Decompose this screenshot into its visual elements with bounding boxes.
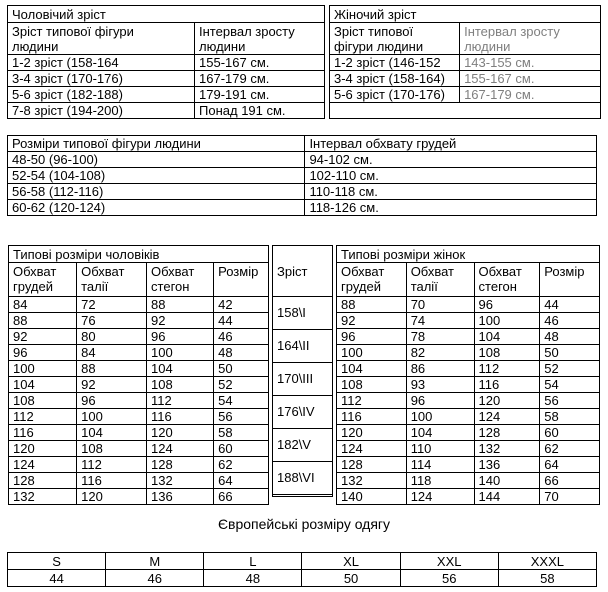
table-cell: 182\V <box>273 428 333 461</box>
table-cell: 70 <box>406 297 474 313</box>
table-cell: 93 <box>406 377 474 393</box>
table-header-row <box>8 553 597 570</box>
table-cell: 78 <box>406 329 474 345</box>
table-cell: 62 <box>214 457 269 473</box>
table-cell: 48 <box>540 329 600 345</box>
table-cell: 56-58 (112-116) <box>8 184 305 200</box>
table-cell: 167-179 см. <box>195 71 325 87</box>
table-header-row <box>273 246 333 297</box>
table-cell: 100 <box>147 345 214 361</box>
table-cell: 167-179 см. <box>460 87 601 103</box>
table-cell: 44 <box>8 570 106 587</box>
table-cell: 108 <box>337 377 407 393</box>
table-cell: 128 <box>474 425 540 441</box>
table-cell: 80 <box>77 329 147 345</box>
table-row <box>337 425 600 441</box>
table-row <box>337 473 600 489</box>
womens-sizes-table <box>336 245 600 505</box>
table-cell: 116 <box>147 409 214 425</box>
header-line: Інтервал зросту <box>464 23 560 39</box>
table-title-row <box>337 246 600 263</box>
table-cell: 108 <box>474 345 540 361</box>
table-cell: 66 <box>540 473 600 489</box>
table-cell: 58 <box>214 425 269 441</box>
table-cell: Понад 191 см. <box>195 103 325 119</box>
header-line: людини <box>464 38 511 54</box>
table-row <box>337 377 600 393</box>
table-cell: 128 <box>147 457 214 473</box>
column-header: L <box>204 553 302 570</box>
table-cell: 108 <box>77 441 147 457</box>
mens-sizes-table <box>8 245 269 505</box>
table-cell: 140 <box>474 473 540 489</box>
table-row <box>330 71 601 87</box>
column-header-height-interval <box>195 23 325 55</box>
womens-height-table <box>329 5 601 119</box>
table-cell: 155-167 см. <box>460 71 601 87</box>
table-cell: 46 <box>540 313 600 329</box>
table-cell: 88 <box>147 297 214 313</box>
table-row <box>337 361 600 377</box>
table-cell: 92 <box>9 329 77 345</box>
table-cell: 64 <box>214 473 269 489</box>
column-header-figure-height <box>8 23 195 55</box>
table-cell: 176\IV <box>273 395 333 428</box>
table-row <box>337 329 600 345</box>
table-cell: 3-4 зріст (170-176) <box>8 71 195 87</box>
table-cell: 50 <box>540 345 600 361</box>
table-cell: 1-2 зріст (158-164 <box>8 55 195 71</box>
table-cell: 112 <box>77 457 147 473</box>
table-row <box>273 428 333 461</box>
table-cell: 96 <box>406 393 474 409</box>
table-cell: 66 <box>214 489 269 505</box>
table-cell: 96 <box>9 345 77 361</box>
table-row <box>9 329 269 345</box>
table-cell: 104 <box>337 361 407 377</box>
table-cell: 179-191 см. <box>195 87 325 103</box>
table-row <box>8 184 597 200</box>
column-header-typical-sizes: Розміри типової фігури людини <box>8 136 305 152</box>
table-row <box>337 393 600 409</box>
table-cell: 116 <box>337 409 407 425</box>
table-row <box>273 362 333 395</box>
table-header-row <box>8 23 325 55</box>
table-title-row <box>8 6 325 23</box>
table-header-row <box>330 23 601 55</box>
table-cell: 170\III <box>273 362 333 395</box>
table-cell: 132 <box>337 473 407 489</box>
table-cell: 60-62 (120-124) <box>8 200 305 216</box>
mens-height-title: Чоловічий зріст <box>8 6 325 23</box>
table-cell: 56 <box>400 570 498 587</box>
table-cell: 76 <box>77 313 147 329</box>
size-chest-table <box>7 135 597 216</box>
table-cell: 88 <box>337 297 407 313</box>
table-row <box>9 425 269 441</box>
table-cell: 120 <box>9 441 77 457</box>
table-cell: 50 <box>302 570 400 587</box>
table-cell: 52 <box>540 361 600 377</box>
table-cell: 144 <box>474 489 540 505</box>
table-header-row <box>8 136 597 152</box>
table-cell: 96 <box>147 329 214 345</box>
table-row <box>8 71 325 87</box>
table-cell: 116 <box>474 377 540 393</box>
table-cell: 100 <box>337 345 407 361</box>
table-cell: 42 <box>214 297 269 313</box>
column-header: Розмір <box>214 263 269 297</box>
table-cell: 58 <box>540 409 600 425</box>
table-row <box>8 55 325 71</box>
table-cell: 96 <box>337 329 407 345</box>
column-header: XL <box>302 553 400 570</box>
table-cell: 116 <box>77 473 147 489</box>
table-cell: 86 <box>406 361 474 377</box>
table-cell: 110-118 см. <box>305 184 597 200</box>
table-cell: 74 <box>406 313 474 329</box>
table-cell: 60 <box>214 441 269 457</box>
table-row <box>8 152 597 168</box>
table-cell: 116 <box>9 425 77 441</box>
table-cell: 64 <box>540 457 600 473</box>
table-cell: 104 <box>474 329 540 345</box>
table-cell: 140 <box>337 489 407 505</box>
womens-sizes-title: Типові розміри жінок <box>337 246 600 263</box>
table-row <box>273 395 333 428</box>
table-cell: 48-50 (96-100) <box>8 152 305 168</box>
table-cell: 136 <box>147 489 214 505</box>
table-cell: 100 <box>474 313 540 329</box>
table-cell: 96 <box>474 297 540 313</box>
table-cell: 54 <box>540 377 600 393</box>
table-cell: 158\I <box>273 297 333 330</box>
column-header: XXXL <box>498 553 596 570</box>
table-row <box>9 345 269 361</box>
european-sizes-title: Європейські розміру одягу <box>217 516 391 532</box>
header-line: Інтервал зросту <box>199 23 295 39</box>
table-cell: 112 <box>9 409 77 425</box>
column-header: Обхват талії <box>77 263 147 297</box>
header-line: фігури людини <box>334 38 424 54</box>
table-row <box>337 313 600 329</box>
table-row <box>9 377 269 393</box>
table-cell: 46 <box>214 329 269 345</box>
table-row <box>330 55 601 71</box>
table-title-row <box>9 246 269 263</box>
table-cell: 48 <box>204 570 302 587</box>
table-cell: 72 <box>77 297 147 313</box>
mens-sizes-title: Типові розміри чоловіків <box>9 246 269 263</box>
table-cell: 7-8 зріст (194-200) <box>8 103 195 119</box>
table-cell: 84 <box>77 345 147 361</box>
table-cell: 136 <box>474 457 540 473</box>
table-cell: 60 <box>540 425 600 441</box>
table-cell: 128 <box>9 473 77 489</box>
empty-cell <box>273 494 333 496</box>
table-cell: 92 <box>147 313 214 329</box>
table-cell: 110 <box>406 441 474 457</box>
table-row <box>273 329 333 362</box>
table-cell: 124 <box>9 457 77 473</box>
table-cell: 88 <box>9 313 77 329</box>
header-line: людини <box>12 38 59 54</box>
column-header: Обхват стегон <box>474 263 540 297</box>
table-cell: 70 <box>540 489 600 505</box>
table-cell: 118-126 см. <box>305 200 597 216</box>
table-cell: 50 <box>214 361 269 377</box>
table-cell: 108 <box>147 377 214 393</box>
table-row <box>8 200 597 216</box>
table-cell: 44 <box>214 313 269 329</box>
table-cell: 124 <box>406 489 474 505</box>
table-cell: 124 <box>337 441 407 457</box>
table-cell: 5-6 зріст (182-188) <box>8 87 195 103</box>
table-title-row <box>330 6 601 23</box>
table-header-row <box>9 263 269 297</box>
table-cell: 3-4 зріст (158-164) <box>330 71 460 87</box>
table-cell: 56 <box>540 393 600 409</box>
table-row <box>8 87 325 103</box>
table-cell: 102-110 см. <box>305 168 597 184</box>
table-cell: 118 <box>406 473 474 489</box>
table-row <box>337 489 600 505</box>
table-row <box>337 297 600 313</box>
table-cell: 100 <box>9 361 77 377</box>
table-cell: 132 <box>474 441 540 457</box>
table-cell: 104 <box>147 361 214 377</box>
table-cell: 92 <box>337 313 407 329</box>
table-row <box>9 313 269 329</box>
column-header: Обхват стегон <box>147 263 214 297</box>
table-cell: 48 <box>214 345 269 361</box>
table-cell: 120 <box>474 393 540 409</box>
header-line: людини <box>199 38 246 54</box>
table-cell: 44 <box>540 297 600 313</box>
table-cell: 5-6 зріст (170-176) <box>330 87 460 103</box>
table-cell: 88 <box>77 361 147 377</box>
table-row <box>8 103 325 119</box>
header-line: Зріст типової <box>334 23 414 39</box>
table-row <box>9 489 269 505</box>
table-cell: 132 <box>147 473 214 489</box>
womens-height-title: Жіночий зріст <box>330 6 601 23</box>
table-cell: 46 <box>106 570 204 587</box>
table-row <box>9 297 269 313</box>
table-row <box>9 473 269 489</box>
table-cell: 128 <box>337 457 407 473</box>
height-column-title: Зріст <box>273 246 333 297</box>
empty-cell <box>330 103 601 119</box>
table-row <box>8 570 597 587</box>
table-cell: 96 <box>77 393 147 409</box>
column-header-figure-height <box>330 23 460 55</box>
table-cell: 1-2 зріст (146-152 <box>330 55 460 71</box>
table-cell: 104 <box>77 425 147 441</box>
empty-row <box>330 103 601 119</box>
table-cell: 120 <box>147 425 214 441</box>
table-cell: 112 <box>474 361 540 377</box>
column-header-chest-interval: Інтервал обхвату грудей <box>305 136 597 152</box>
table-row <box>337 345 600 361</box>
table-cell: 124 <box>147 441 214 457</box>
table-cell: 188\VI <box>273 461 333 494</box>
column-header: Розмір <box>540 263 600 297</box>
column-header-height-interval <box>460 23 601 55</box>
table-row <box>8 168 597 184</box>
table-row <box>9 409 269 425</box>
table-cell: 84 <box>9 297 77 313</box>
table-cell: 114 <box>406 457 474 473</box>
height-column-table <box>272 245 333 497</box>
column-header: M <box>106 553 204 570</box>
table-cell: 52 <box>214 377 269 393</box>
header-line: Зріст типової фігури <box>12 23 134 39</box>
table-cell: 155-167 см. <box>195 55 325 71</box>
empty-row <box>273 494 333 496</box>
table-cell: 112 <box>147 393 214 409</box>
table-row <box>273 297 333 330</box>
table-cell: 92 <box>77 377 147 393</box>
column-header: Обхват грудей <box>337 263 407 297</box>
table-cell: 132 <box>9 489 77 505</box>
table-cell: 82 <box>406 345 474 361</box>
column-header: S <box>8 553 106 570</box>
table-cell: 108 <box>9 393 77 409</box>
column-header: Обхват грудей <box>9 263 77 297</box>
table-row <box>273 461 333 494</box>
table-cell: 94-102 см. <box>305 152 597 168</box>
column-header: XXL <box>400 553 498 570</box>
table-row <box>9 457 269 473</box>
table-row <box>337 457 600 473</box>
table-row <box>9 361 269 377</box>
european-sizes-table <box>7 552 597 587</box>
table-cell: 62 <box>540 441 600 457</box>
table-cell: 100 <box>77 409 147 425</box>
table-row <box>330 87 601 103</box>
table-cell: 120 <box>337 425 407 441</box>
table-cell: 124 <box>474 409 540 425</box>
table-row <box>337 409 600 425</box>
table-cell: 143-155 см. <box>460 55 601 71</box>
mens-height-table <box>7 5 325 119</box>
column-header: Обхват талії <box>406 263 474 297</box>
table-cell: 120 <box>77 489 147 505</box>
table-cell: 56 <box>214 409 269 425</box>
table-cell: 100 <box>406 409 474 425</box>
table-cell: 112 <box>337 393 407 409</box>
table-cell: 104 <box>406 425 474 441</box>
table-cell: 164\II <box>273 329 333 362</box>
table-row <box>9 393 269 409</box>
table-cell: 104 <box>9 377 77 393</box>
table-cell: 58 <box>498 570 596 587</box>
table-cell: 52-54 (104-108) <box>8 168 305 184</box>
table-cell: 54 <box>214 393 269 409</box>
table-header-row <box>337 263 600 297</box>
table-row <box>337 441 600 457</box>
table-row <box>9 441 269 457</box>
